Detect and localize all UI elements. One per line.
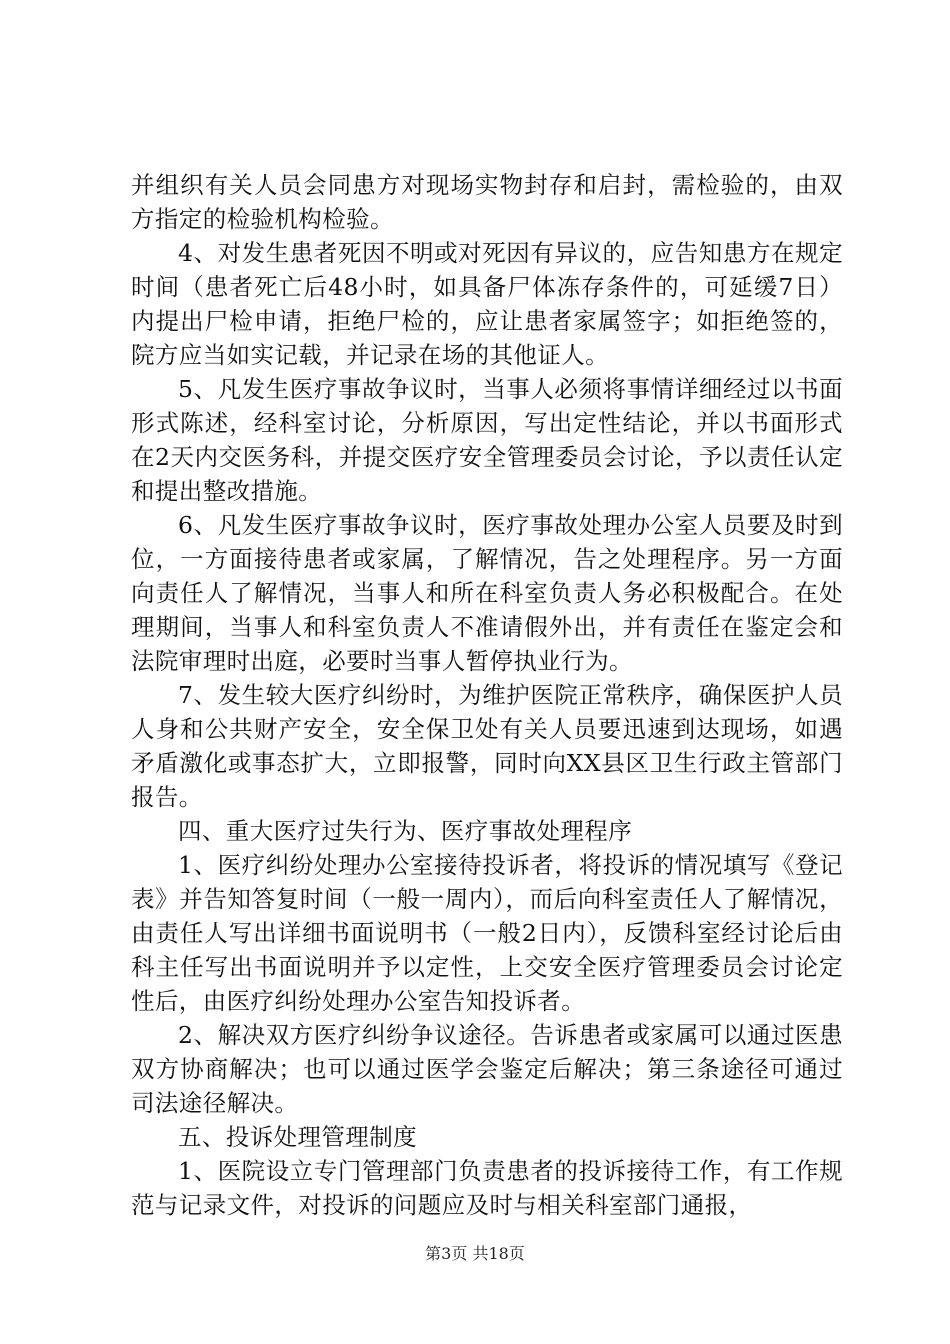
section-heading-5: 五、投诉处理管理制度 [178,1123,417,1151]
paragraph-item-7: 7、发生较大医疗纠纷时，为维护医院正常秩序，确保医护人员人身和公共财产安全，安全保卫处有关人员要迅速到达现场，如遇矛盾激化或事态扩大，立即报警，同时向XX县区卫生行政主管部门报告。 [131,681,843,811]
paragraph-section5-item-1: 1、医院设立专门管理部门负责患者的投诉接待工作，有工作规范与记录文件，对投诉的问题应及时与相关科室部门通报， [131,1157,843,1219]
page-footer [0,1244,950,1264]
paragraph-item-5: 5、凡发生医疗事故争议时，当事人必须将事情详细经过以书面形式陈述，经科室讨论，分析原因，写出定性结论，并以书面形式在2天内交医务科，并提交医疗安全管理委员会讨论，予以责任认定和提出整改措施。 [131,375,843,505]
paragraph-section4-item-2: 2、解决双方医疗纠纷争议途径。告诉患者或家属可以通过医患双方协商解决；也可以通过医学会鉴定后解决；第三条途径可通过司法途径解决。 [131,1021,843,1117]
paragraph-item-4: 4、对发生患者死因不明或对死因有异议的，应告知患方在规定时间（患者死亡后48小时，如具备尸体冻存条件的，可延缓7日）内提出尸检申请，拒绝尸检的，应让患者家属签字；如拒绝签的，院方应当如实记载，并记录在场的其他证人。 [131,239,843,369]
section-heading-4: 四、重大医疗过失行为、医疗事故处理程序 [178,817,633,845]
paragraph-continuation: 并组织有关人员会同患方对现场实物封存和启封，需检验的，由双方指定的检验机构检验。 [131,171,843,233]
document-body [131,168,843,1222]
paragraph-item-6: 6、凡发生医疗事故争议时，医疗事故处理办公室人员要及时到位，一方面接待患者或家属，了解情况，告之处理程序。另一方面向责任人了解情况，当事人和所在科室负责人务必积极配合。在处理期间，当事人和科室负责人不准请假外出，并有责任在鉴定会和法院审理时出庭，必要时当事人暂停执业行为。 [131,511,843,675]
page-number-label: 第3页 共18页 [425,1244,525,1263]
paragraph-section4-item-1: 1、医疗纠纷处理办公室接待投诉者，将投诉的情况填写《登记表》并告知答复时间（一般一周内），而后向科室责任人了解情况，由责任人写出详细书面说明书（一般2日内），反馈科室经讨论后由科主任写出书面说明并予以定性，上交安全医疗管理委员会讨论定性后，由医疗纠纷处理办公室告知投诉者。 [131,851,843,1015]
